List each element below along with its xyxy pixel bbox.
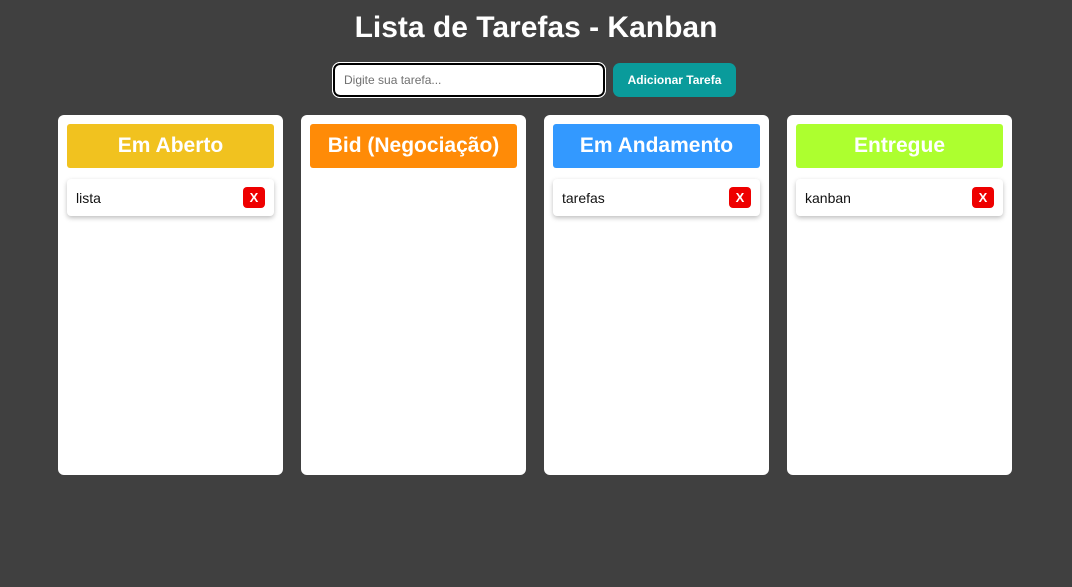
column-header: Bid (Negociação) bbox=[310, 124, 517, 168]
kanban-board bbox=[58, 115, 1012, 475]
task-card[interactable] bbox=[553, 179, 760, 216]
column-em-andamento bbox=[544, 115, 769, 475]
delete-task-button[interactable]: X bbox=[729, 187, 751, 208]
column-header: Entregue bbox=[796, 124, 1003, 168]
task-text: lista bbox=[76, 189, 101, 206]
column-bid-negociacao bbox=[301, 115, 526, 475]
page-title: Lista de Tarefas - Kanban bbox=[354, 11, 718, 44]
task-input[interactable] bbox=[333, 63, 605, 97]
column-header: Em Andamento bbox=[553, 124, 760, 168]
column-em-aberto bbox=[58, 115, 283, 475]
task-card[interactable] bbox=[796, 179, 1003, 216]
column-header: Em Aberto bbox=[67, 124, 274, 168]
add-task-button[interactable]: Adicionar Tarefa bbox=[613, 63, 736, 97]
column-entregue bbox=[787, 115, 1012, 475]
task-text: tarefas bbox=[562, 189, 605, 206]
task-card[interactable] bbox=[67, 179, 274, 216]
delete-task-button[interactable]: X bbox=[243, 187, 265, 208]
task-text: kanban bbox=[805, 189, 851, 206]
delete-task-button[interactable]: X bbox=[972, 187, 994, 208]
add-task-form bbox=[333, 63, 736, 97]
